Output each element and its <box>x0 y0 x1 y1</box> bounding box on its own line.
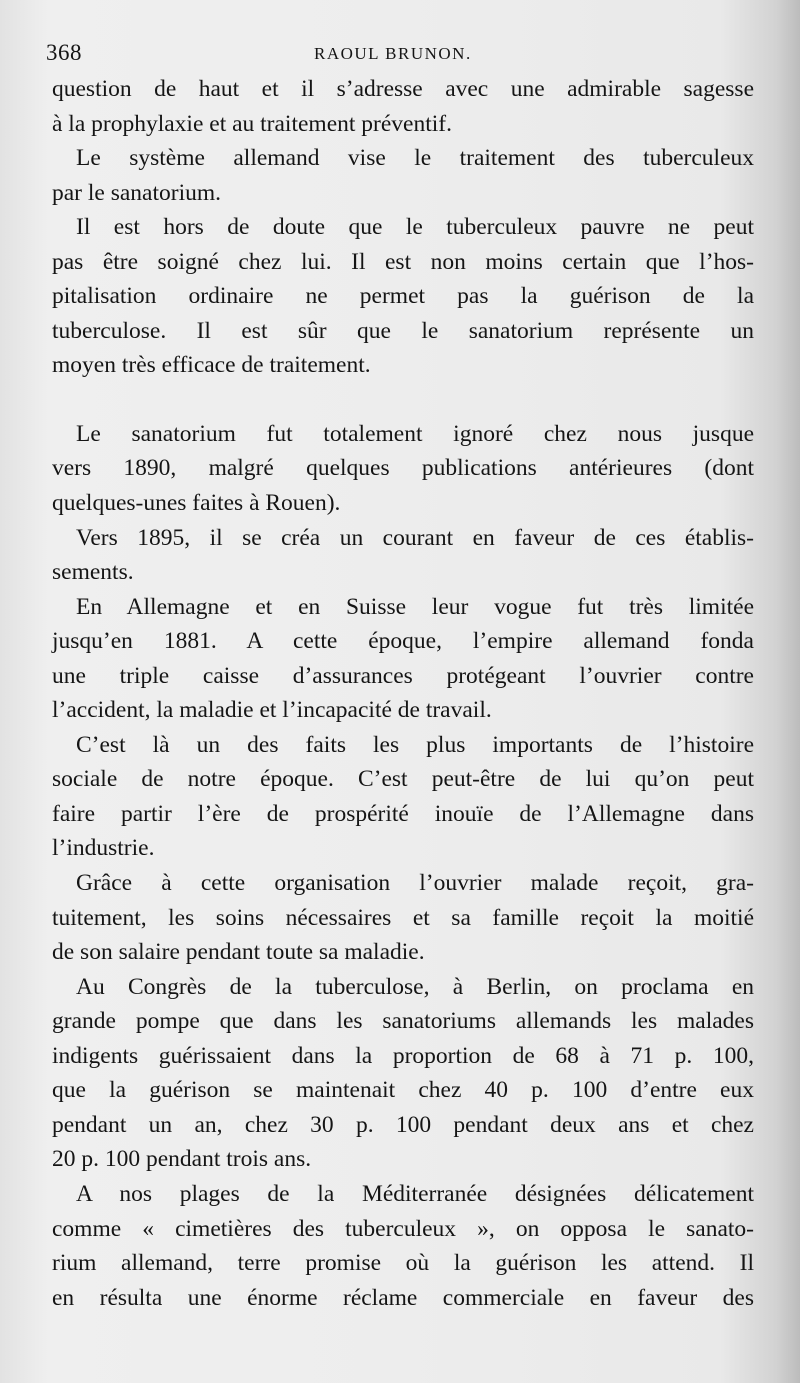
text-line: vers 1890, malgré quelques publications antérieures (dont <box>52 455 754 482</box>
text-line: En Allemagne et en Suisse leur vogue fut très limitée <box>76 593 754 620</box>
text-line: Grâce à cette organisation l’ouvrier malade reçoit, gra- <box>76 870 754 897</box>
paragraph <box>52 210 754 383</box>
paragraph <box>52 590 754 728</box>
text-line: l’accident, la maladie et l’incapacité de travail. <box>52 697 492 724</box>
paragraph <box>52 1177 754 1315</box>
text-line: A nos plages de la Méditerranée désignées délicatement <box>76 1180 754 1207</box>
section-gap <box>52 383 754 417</box>
page-header <box>46 40 746 72</box>
text-line: 20 p. 100 pendant trois ans. <box>52 1146 312 1173</box>
paragraph <box>52 417 754 521</box>
running-head: RAOUL BRUNON. <box>314 44 472 63</box>
text-line: Le système allemand vise le traitement des tuberculeux <box>76 145 754 172</box>
text-line: faire partir l’ère de prospérité inouïe de l’Allemagne dans <box>52 800 754 827</box>
text-line: à la prophylaxie et au traitement préventif. <box>52 110 452 137</box>
text-line: pendant un an, chez 30 p. 100 pendant deux ans et chez <box>52 1111 754 1138</box>
text-line: jusqu’en 1881. A cette époque, l’empire allemand fonda <box>52 628 754 655</box>
text-line: pitalisation ordinaire ne permet pas la guérison de la <box>52 283 754 310</box>
text-line: Vers 1895, il se créa un courant en faveur de ces établis- <box>76 524 754 551</box>
text-line: sociale de notre époque. C’est peut-être de lui qu’on peut <box>52 766 754 793</box>
text-line: moyen très efficace de traitement. <box>52 352 371 379</box>
text-line: Au Congrès de la tuberculose, à Berlin, on proclama en <box>76 973 754 1000</box>
text-line: rium allemand, terre promise où la guérison les attend. Il <box>52 1250 754 1277</box>
text-line: grande pompe que dans les sanatoriums allemands les malades <box>52 1008 754 1035</box>
paragraph <box>52 866 754 970</box>
text-line: par le sanatorium. <box>52 179 222 206</box>
paragraph <box>52 141 754 210</box>
body-text <box>52 72 754 1315</box>
text-line: que la guérison se maintenait chez 40 p. 100 d’entre eux <box>52 1077 754 1104</box>
paragraph <box>52 521 754 590</box>
text-line: en résulta une énorme réclame commerciale en faveur des <box>52 1284 754 1311</box>
text-line: sements. <box>52 559 134 586</box>
text-line: de son salaire pendant toute sa maladie. <box>52 939 425 966</box>
paragraph <box>52 728 754 866</box>
text-line: quelques-unes faites à Rouen). <box>52 490 341 517</box>
text-line: une triple caisse d’assurances protégeant l’ouvrier contre <box>52 662 754 689</box>
text-line: pas être soigné chez lui. Il est non moins certain que l’hos- <box>52 248 754 275</box>
text-line: tuitement, les soins nécessaires et sa famille reçoit la moitié <box>52 904 754 931</box>
text-line: C’est là un des faits les plus importants de l’histoire <box>76 731 754 758</box>
paragraph <box>52 970 754 1177</box>
text-line: Le sanatorium fut totalement ignoré chez nous jusque <box>76 420 754 447</box>
text-line: indigents guérissaient dans la proportion de 68 à 71 p. 100, <box>52 1042 754 1069</box>
text-line: tuberculose. Il est sûr que le sanatorium représente un <box>52 317 754 344</box>
page-number: 368 <box>46 40 82 65</box>
paragraph <box>52 72 754 141</box>
text-line: comme « cimetières des tuberculeux », on opposa le sanato- <box>52 1215 754 1242</box>
text-line: Il est hors de doute que le tuberculeux pauvre ne peut <box>76 214 754 241</box>
text-line: l’industrie. <box>52 835 155 862</box>
text-line: question de haut et il s’adresse avec une admirable sagesse <box>52 76 754 102</box>
